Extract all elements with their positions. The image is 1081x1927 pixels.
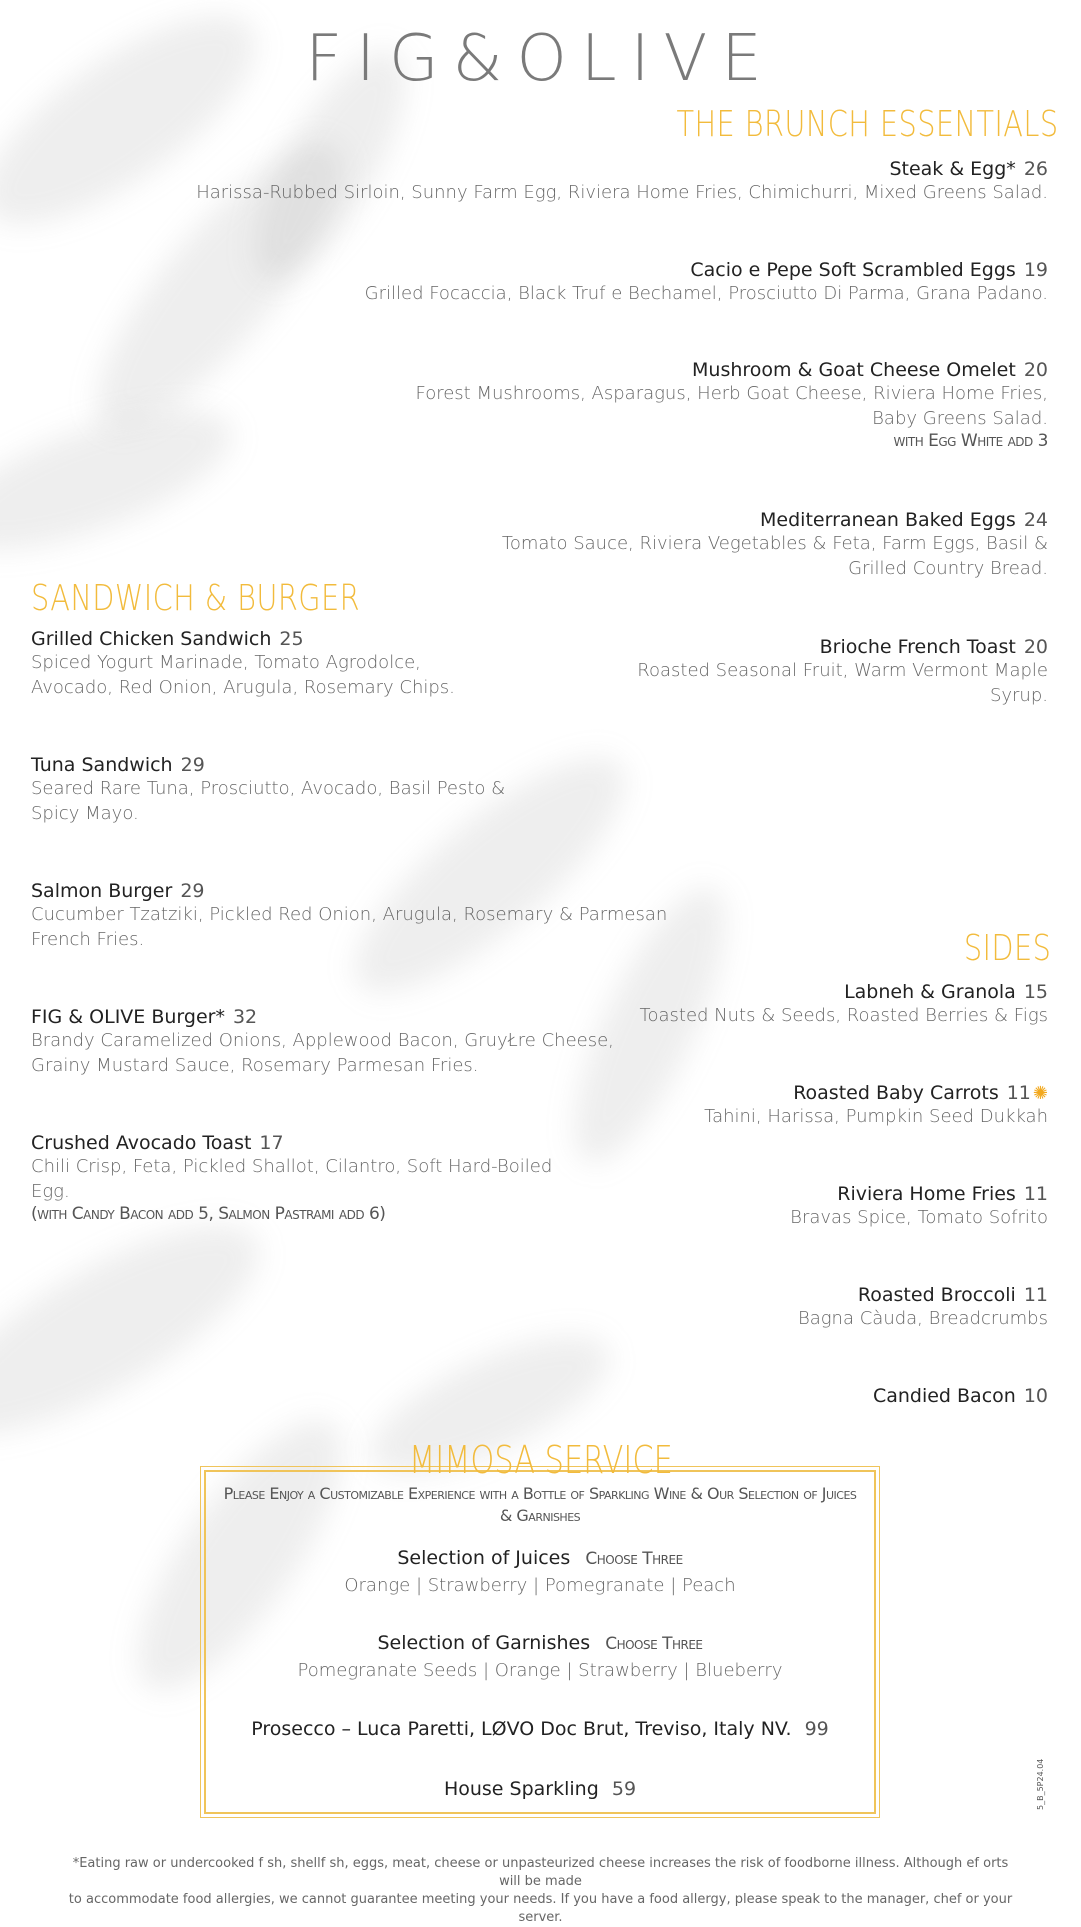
menu-item-name: Brioche French Toast [819, 636, 1016, 658]
menu-item-description: Grainy Mustard Sauce, Rosemary Parmesan Fries. [31, 1055, 479, 1076]
menu-item-price: 10 [1023, 1385, 1048, 1407]
sandwich-item [31, 1132, 552, 1224]
sandwich-item [31, 628, 455, 700]
menu-item-name: Grilled Chicken Sandwich [31, 628, 272, 650]
mimosa-section-title [0, 1438, 1081, 1482]
juices-choose: Choose Three [585, 1549, 683, 1569]
garnish-choose: Choose Three [605, 1634, 703, 1654]
menu-item-header [31, 1132, 552, 1154]
menu-item-name: Crushed Avocado Toast [31, 1132, 252, 1154]
disclaimer-line-1: *Eating raw or undercooked f sh, shellf sh, eggs, meat, cheese or unpasteurized cheese increases the risk of foodborne illness. Although ef orts will be made [72, 1856, 1009, 1889]
brunch-item [502, 509, 1048, 581]
brunch-item [365, 259, 1048, 306]
menu-item-price: 17 [259, 1132, 284, 1154]
menu-item-description: Spicy Mayo. [31, 803, 139, 824]
sides-item [790, 1183, 1048, 1230]
menu-item-name: Candied Bacon [872, 1385, 1016, 1407]
mimosa-intro-line-2: & Garnishes [499, 1506, 581, 1525]
menu-code: 5_B_5P24.04 [1036, 1758, 1045, 1810]
menu-item-description: Cucumber Tzatziki, Pickled Red Onion, Arugula, Rosemary & Parmesan [31, 904, 668, 925]
sandwich-item [31, 1006, 614, 1078]
brunch-section-title: THE BRUNCH ESSENTIALS [676, 104, 1059, 145]
menu-item-description: Brandy Caramelized Onions, Applewood Bacon, GruyŁre Cheese, [31, 1030, 614, 1051]
menu-item-price: 26 [1023, 158, 1048, 180]
menu-item-description: Chili Crisp, Feta, Pickled Shallot, Cilantro, Soft Hard-Boiled [31, 1156, 553, 1177]
menu-item-name: Tuna Sandwich [31, 754, 173, 776]
mimosa-garnishes [204, 1632, 876, 1654]
menu-item-price: 20 [1023, 359, 1048, 381]
menu-item-header [502, 509, 1048, 531]
menu-item-header [196, 158, 1048, 180]
menu-item-price: 19 [1023, 259, 1048, 281]
menu-item-header [790, 1183, 1048, 1205]
menu-item-description: French Fries. [31, 929, 145, 950]
menu-item-name: Roasted Baby Carrots [793, 1082, 999, 1104]
juices-list: Orange | Strawberry | Pomegranate | Peach [344, 1575, 736, 1596]
menu-item-name: Cacio e Pepe Soft Scrambled Eggs [690, 259, 1016, 281]
menu-item-description: Spiced Yogurt Marinade, Tomato Agrodolce, [31, 652, 421, 673]
menu-item-name: Labneh & Granola [844, 981, 1016, 1003]
menu-item-price: 20 [1023, 636, 1048, 658]
menu-item-description: Tahini, Harissa, Pumpkin Seed Dukkah [704, 1106, 1048, 1127]
menu-item-note: (with Candy Bacon add 5, Salmon Pastrami add 6) [31, 1204, 386, 1224]
menu-item-note: with Egg White add 3 [893, 431, 1048, 451]
sides-item [873, 1385, 1048, 1407]
sandwich-item [31, 754, 505, 826]
disclaimer-line-2: to accommodate food allergies, we cannot guarantee meeting your needs. If you have a food allergy, please speak to the manager, chef or your server. [68, 1892, 1013, 1925]
menu-item-description: Baby Greens Salad. [872, 408, 1048, 429]
menu-item-description: Egg. [31, 1181, 70, 1202]
menu-item-description: Seared Rare Tuna, Prosciutto, Avocado, Basil Pesto & [31, 778, 506, 799]
sun-icon: ✺ [1032, 1083, 1048, 1104]
prosecco-price: 99 [804, 1718, 829, 1740]
prosecco-label: Prosecco – Luca Paretti, LØVO Doc Brut, Treviso, Italy NV. [251, 1718, 792, 1740]
brunch-item [196, 158, 1048, 205]
menu-item-name: Riviera Home Fries [837, 1183, 1016, 1205]
menu-item-description: Toasted Nuts & Seeds, Roasted Berries & Figs [639, 1005, 1048, 1026]
menu-item-description: Grilled Country Bread. [848, 558, 1048, 579]
menu-item-header [31, 628, 455, 650]
menu-item-header [365, 259, 1048, 281]
menu-item-name: Mushroom & Goat Cheese Omelet [692, 359, 1016, 381]
menu-item-description: Grilled Focaccia, Black Truf e Bechamel, Prosciutto Di Parma, Grana Padano. [364, 283, 1048, 304]
garnish-label: Selection of Garnishes [377, 1632, 591, 1654]
brunch-item [415, 359, 1048, 451]
menu-item-header [640, 981, 1048, 1003]
mimosa-juices [204, 1547, 876, 1569]
sandwich-item [31, 880, 667, 952]
menu-item-name: Roasted Broccoli [857, 1284, 1016, 1306]
sides-item [704, 1082, 1048, 1129]
sandwich-section-title: SANDWICH & BURGER [31, 578, 361, 619]
house-sparkling-label: House Sparkling [443, 1778, 599, 1800]
menu-item-price: 24 [1023, 509, 1048, 531]
menu-item-description: Forest Mushrooms, Asparagus, Herb Goat Cheese, Riviera Home Fries, [415, 383, 1048, 404]
menu-item-price: 11 [1006, 1082, 1031, 1104]
menu-item-description: Syrup. [989, 685, 1048, 706]
menu-item-description: Tomato Sauce, Riviera Vegetables & Feta, Farm Eggs, Basil & [501, 533, 1048, 554]
menu-item-price: 11 [1023, 1183, 1048, 1205]
menu-item-price: 25 [279, 628, 304, 650]
garnish-list: Pomegranate Seeds | Orange | Strawberry | Blueberry [297, 1660, 783, 1681]
menu-item-header [798, 1284, 1048, 1306]
menu-item-price: 29 [180, 880, 205, 902]
juices-label: Selection of Juices [397, 1547, 571, 1569]
menu-item-description: Harissa-Rubbed Sirloin, Sunny Farm Egg, Riviera Home Fries, Chimichurri, Mixed Greens Salad. [196, 182, 1048, 203]
brand-logo: FIG&OLIVE [305, 22, 776, 96]
menu-item-description: Bagna Càuda, Breadcrumbs [797, 1308, 1048, 1329]
menu-item-header [415, 359, 1048, 381]
allergy-disclaimer [60, 1855, 1021, 1927]
brunch-item [637, 636, 1048, 708]
menu-item-name: Mediterranean Baked Eggs [760, 509, 1016, 531]
sides-section-title: SIDES [963, 928, 1051, 969]
menu-item-header [637, 636, 1048, 658]
menu-item-header [31, 754, 505, 776]
mimosa-house [204, 1778, 876, 1800]
mimosa-intro [204, 1483, 876, 1527]
mimosa-intro-line-1: Please Enjoy a Customizable Experience with a Bottle of Sparkling Wine & Our Selection of Juices [223, 1484, 857, 1503]
menu-item-price: 15 [1023, 981, 1048, 1003]
menu-item-header [31, 880, 667, 902]
sides-item [798, 1284, 1048, 1331]
menu-item-header [873, 1385, 1048, 1407]
menu-item-header [31, 1006, 614, 1028]
menu-item-price: 29 [180, 754, 205, 776]
house-sparkling-price: 59 [611, 1778, 637, 1800]
mimosa-prosecco [204, 1718, 876, 1740]
menu-item-description: Avocado, Red Onion, Arugula, Rosemary Chips. [31, 677, 455, 698]
menu-item-name: Salmon Burger [31, 880, 173, 902]
menu-item-header [704, 1082, 1048, 1104]
menu-item-price: 11 [1023, 1284, 1048, 1306]
sides-item [640, 981, 1048, 1028]
menu-item-name: FIG & OLIVE Burger* [31, 1006, 225, 1028]
menu-item-description: Roasted Seasonal Fruit, Warm Vermont Maple [637, 660, 1048, 681]
menu-item-name: Steak & Egg* [889, 158, 1016, 180]
mimosa-title-text: MIMOSA SERVICE [408, 1438, 673, 1482]
menu-item-price: 32 [232, 1006, 258, 1028]
menu-item-description: Bravas Spice, Tomato Sofrito [790, 1207, 1048, 1228]
